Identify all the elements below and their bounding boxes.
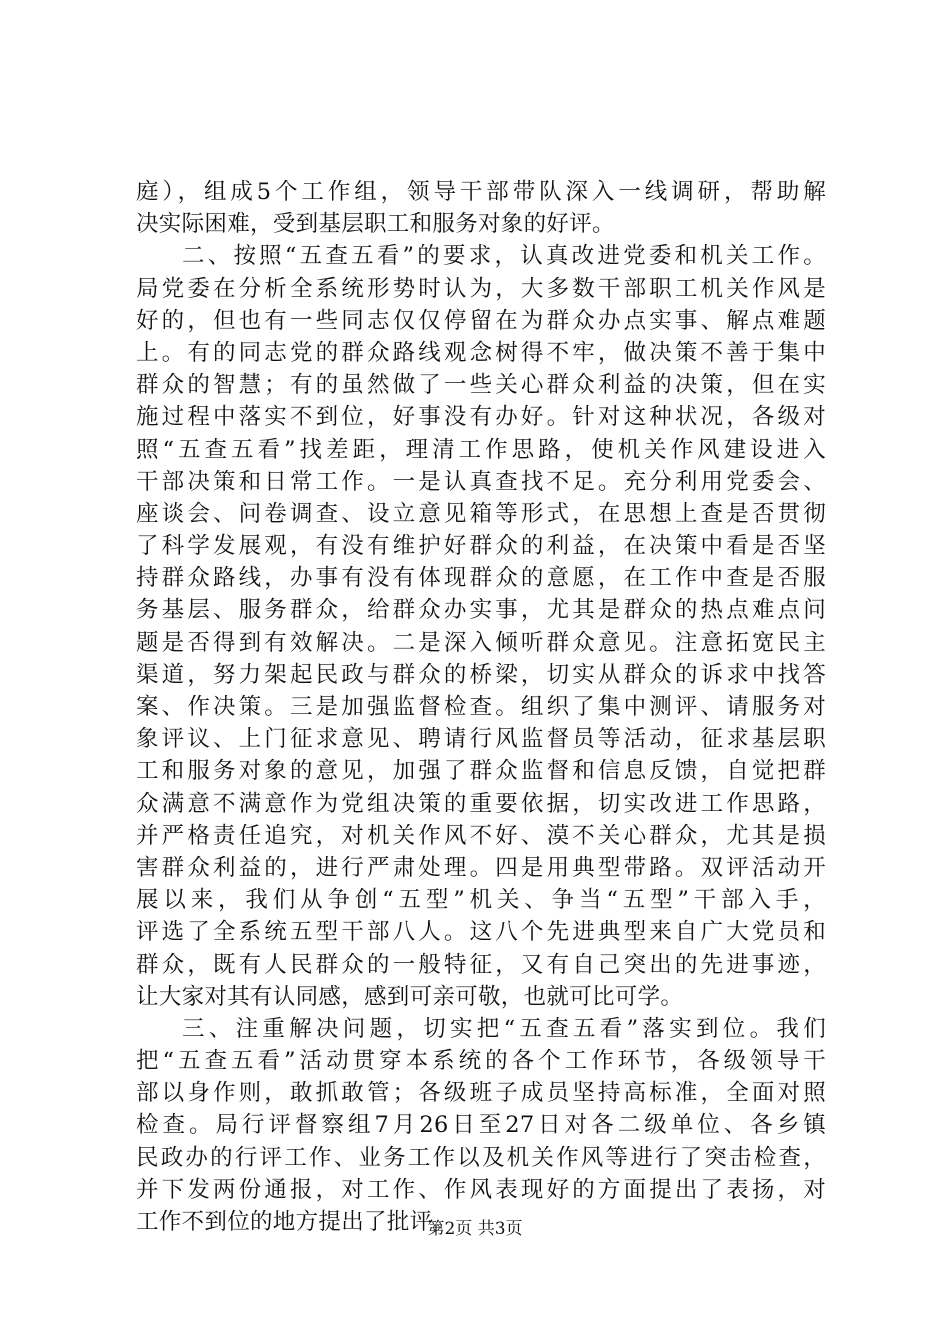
text-line: 评选了全系统五型干部八人。这八个先进典型来自广大党员和 [136,919,826,946]
text-line: 并下发两份通报，对工作、作风表现好的方面提出了表扬，对 [136,1176,826,1203]
text-line: 群众，既有人民群众的一般特征，又有自己突出的先进事迹， [136,951,826,978]
text-line: 工作不到位的地方提出了批评。 [136,1209,456,1235]
text-line: 展以来，我们从争创“五型”机关、争当“五型”干部入手， [136,887,826,914]
text-line: 务基层、服务群众，给群众办实事，尤其是群众的热点难点问 [136,597,826,624]
text-line: 众满意不满意作为党组决策的重要依据，切实改进工作思路， [136,790,826,817]
text-line: 让大家对其有认同感，感到可亲可敬，也就可比可学。 [136,983,684,1010]
text-line: 施过程中落实不到位，好事没有办好。针对这种状况，各级对 [136,404,826,431]
text-line: 了科学发展观，有没有维护好群众的利益，在决策中看是否坚 [136,533,826,560]
text-line: 三、注重解决问题，切实把“五查五看”落实到位。我们 [182,1015,826,1042]
text-line: 工和服务对象的意见，加强了群众监督和信息反馈，自觉把群 [136,758,826,785]
document-body [136,176,826,1238]
text-line: 民政办的行评工作、业务工作以及机关作风等进行了突击检查， [136,1144,826,1171]
text-line: 决实际困难，受到基层职工和服务对象的好评。 [136,211,615,238]
text-line: 局党委在分析全系统形势时认为，大多数干部职工机关作风是 [136,275,826,302]
text-line: 渠道，努力架起民政与群众的桥梁，切实从群众的诉求中找答 [136,661,826,688]
text-line: 好的，但也有一些同志仅仅停留在为群众办点实事、解点难题 [136,307,826,334]
text-line: 座谈会、问卷调查、设立意见箱等形式，在思想上查是否贯彻 [136,500,826,527]
text-line: 检查。局行评督察组7月26日至27日对各二级单位、各乡镇 [136,1112,826,1139]
text-line: 持群众路线，办事有没有体现群众的意愿，在工作中查是否服 [136,565,826,592]
text-line: 象评议、上门征求意见、聘请行风监督员等活动，征求基层职 [136,726,826,753]
text-line: 二、按照“五查五看”的要求，认真改进党委和机关工作。 [182,243,826,270]
page-footer: 第2页 共3页 [427,1219,523,1239]
text-line: 上。有的同志党的群众路线观念树得不牢，做决策不善于集中 [136,339,826,366]
text-line: 题是否得到有效解决。二是深入倾听群众意见。注意拓宽民主 [136,629,826,656]
text-line: 并严格责任追究，对机关作风不好、漠不关心群众，尤其是损 [136,822,826,849]
text-line: 群众的智慧；有的虽然做了一些关心群众利益的决策，但在实 [136,372,826,399]
text-line: 庭），组成5个工作组，领导干部带队深入一线调研，帮助解 [136,179,826,205]
text-line: 干部决策和日常工作。一是认真查找不足。充分利用党委会、 [136,468,826,495]
text-line: 照“五查五看”找差距，理清工作思路，使机关作风建设进入 [136,436,826,463]
text-line: 把“五查五看”活动贯穿本系统的各个工作环节，各级领导干 [136,1048,826,1075]
text-line: 案、作决策。三是加强监督检查。组织了集中测评、请服务对 [136,694,826,720]
text-line: 害群众利益的，进行严肃处理。四是用典型带路。双评活动开 [136,854,826,881]
text-line: 部以身作则，敢抓敢管；各级班子成员坚持高标准，全面对照 [136,1080,826,1107]
